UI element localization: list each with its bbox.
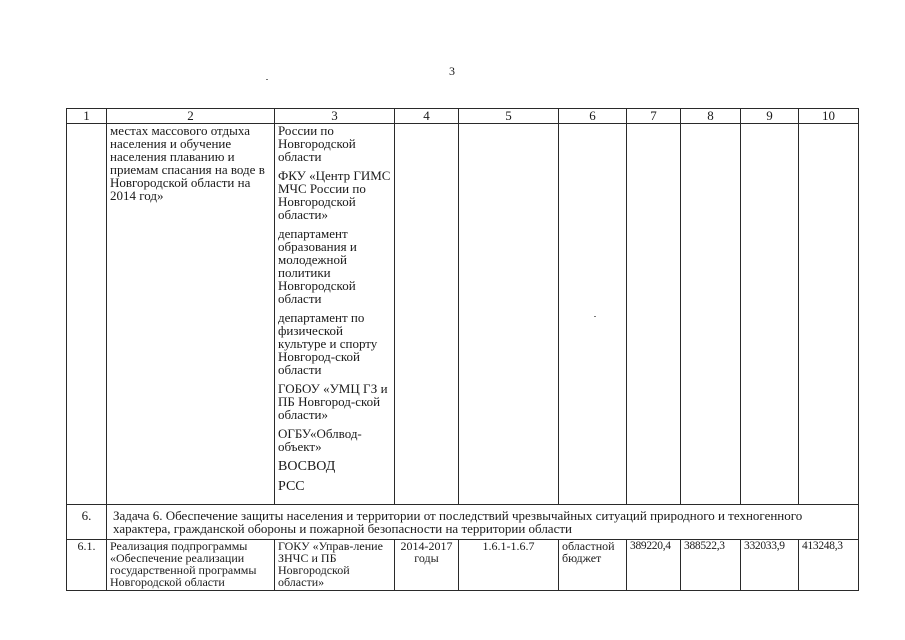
task-number: 6.: [67, 505, 107, 540]
empty-cell: [395, 124, 459, 505]
program-table: [66, 108, 859, 591]
continuation-row: [67, 124, 859, 505]
empty-cell: [681, 124, 741, 505]
item-row: [67, 540, 859, 591]
page-number: 3: [449, 64, 455, 78]
column-header: 3: [275, 109, 395, 124]
column-header: 4: [395, 109, 459, 124]
column-header: 9: [741, 109, 799, 124]
task-text: Задача 6. Обеспечение защиты населения и территории от последствий чрезвычайных ситуаций природного и техногенного характера, гражданской обороны и пожарной безопасности на территории области: [107, 505, 859, 540]
empty-cell: [559, 124, 627, 505]
item-funding-source: областной бюджет: [559, 540, 627, 591]
item-value-2016: 332033,9: [741, 540, 799, 591]
executor-entry: РСС: [278, 479, 305, 494]
column-header: 2: [107, 109, 275, 124]
column-header: 1: [67, 109, 107, 124]
executor-entry: департамент по физической культуре и спорту Новгород-ской области: [278, 310, 378, 377]
measure-cell: местах массового отдыха населения и обучение населения плаванию и приемам спасания на воде в Новгородской области на 2014 год»: [107, 124, 275, 505]
task-row: [67, 505, 859, 540]
column-header: 8: [681, 109, 741, 124]
executor-entry: ФКУ «Центр ГИМС МЧС России по Новгородской области»: [278, 168, 391, 222]
executor-entry: ГОБОУ «УМЦ ГЗ и ПБ Новгород-ской области»: [278, 381, 388, 422]
empty-cell: [627, 124, 681, 505]
item-indicators: 1.6.1-1.6.7: [459, 540, 559, 591]
executor-entry: ВОСВОД: [278, 459, 336, 474]
item-measure: Реализация подпрограммы «Обеспечение реализации государственной программы Новгородской области: [107, 540, 275, 591]
empty-cell: [459, 124, 559, 505]
item-executor: ГОКУ «Управ-ление ЗНЧС и ПБ Новгородской области»: [275, 540, 395, 591]
item-number: 6.1.: [67, 540, 107, 591]
empty-cell: [799, 124, 859, 505]
item-value-2014: 389220,4: [627, 540, 681, 591]
executor-entry: департамент образования и молодежной политики Новгородской области: [278, 226, 357, 306]
column-header: 10: [799, 109, 859, 124]
executor-entry: России по Новгородской области: [278, 123, 356, 164]
scan-speck: [266, 79, 268, 80]
row-number-cell: [67, 124, 107, 505]
column-header: 5: [459, 109, 559, 124]
item-value-2015: 388522,3: [681, 540, 741, 591]
executors-cell: [275, 124, 395, 505]
item-value-2017: 413248,3: [799, 540, 859, 591]
executor-entry: ОГБУ«Облвод-объект»: [278, 426, 362, 454]
column-header: 6: [559, 109, 627, 124]
column-number-row: [67, 109, 859, 124]
item-period: 2014-2017 годы: [395, 540, 459, 591]
column-header: 7: [627, 109, 681, 124]
empty-cell: [741, 124, 799, 505]
